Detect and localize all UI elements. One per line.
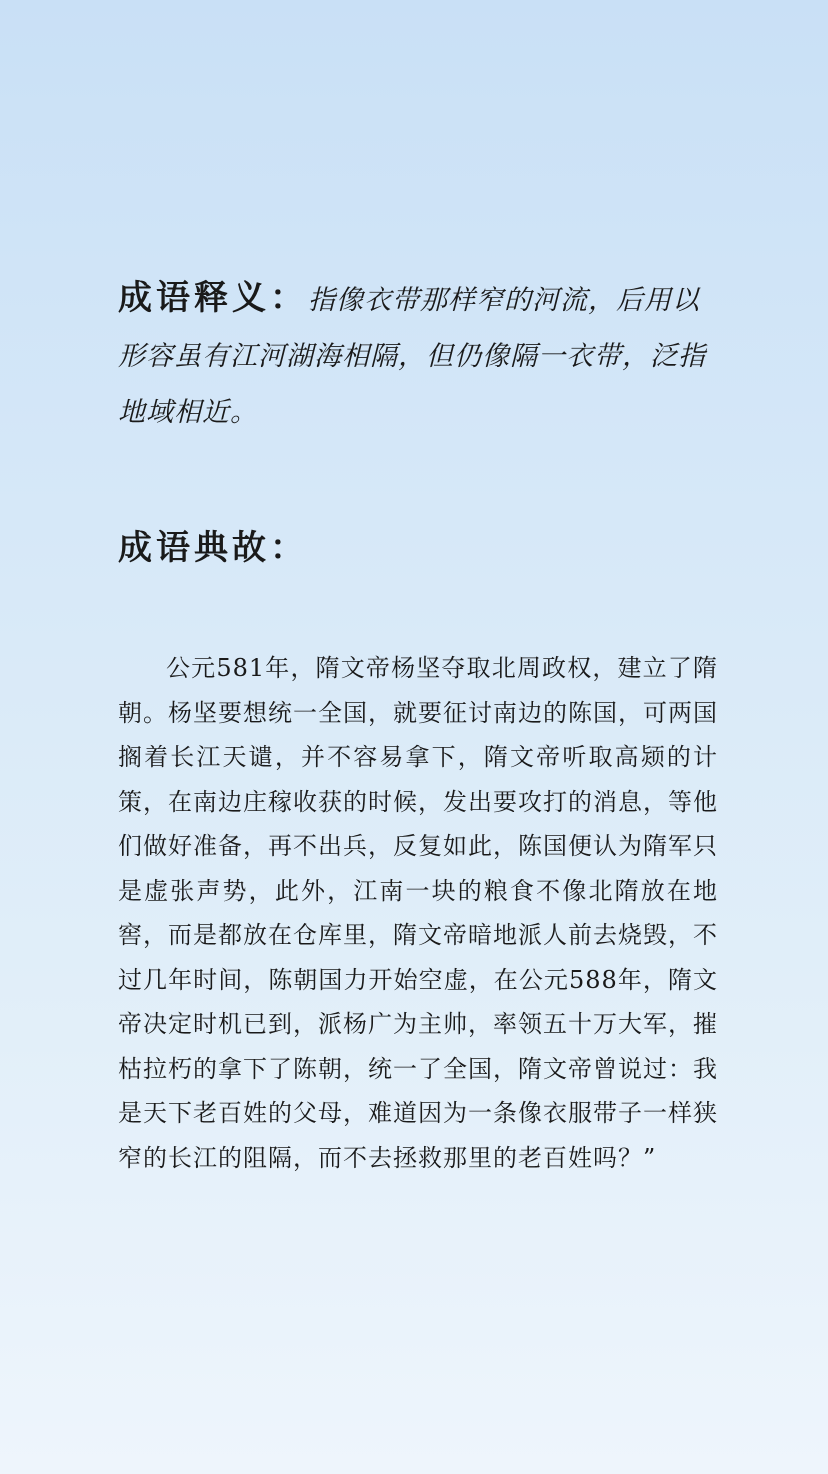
definition-text: 指像衣带那样窄的河流，后用以形容虽有江河湖海相隔，但仍像隔一衣带，泛指地域相近。: [118, 285, 706, 428]
definition-heading: 成语释义：: [118, 278, 308, 318]
story-section: [118, 520, 718, 1180]
story-body: 公元581年，隋文帝杨坚夺取北周政权，建立了隋朝。杨坚要想统一全国，就要征讨南边的陈国，可两国搁着长江天谴，并不容易拿下，隋文帝听取高颎的计策，在南边庄稼收获的时候，发出要攻打的消息，等他们做好准备，再不出兵，反复如此，陈国便认为隋军只是虚张声势，此外，江南一块的粮食不像北隋放在地窖，而是都放在仓库里，隋文帝暗地派人前去烧毁，不过几年时间，陈朝国力开始空虚，在公元588年，隋文帝决定时机已到，派杨广为主帅，率领五十万大军，摧枯拉朽的拿下了陈朝，统一了全国，隋文帝曾说过：我是天下老百姓的父母，难道因为一条像衣服带子一样狭窄的长江的阻隔，而不去拯救那里的老百姓吗？”: [118, 654, 718, 1172]
definition-section: [118, 270, 718, 441]
story-heading: 成语典故：: [118, 528, 308, 568]
